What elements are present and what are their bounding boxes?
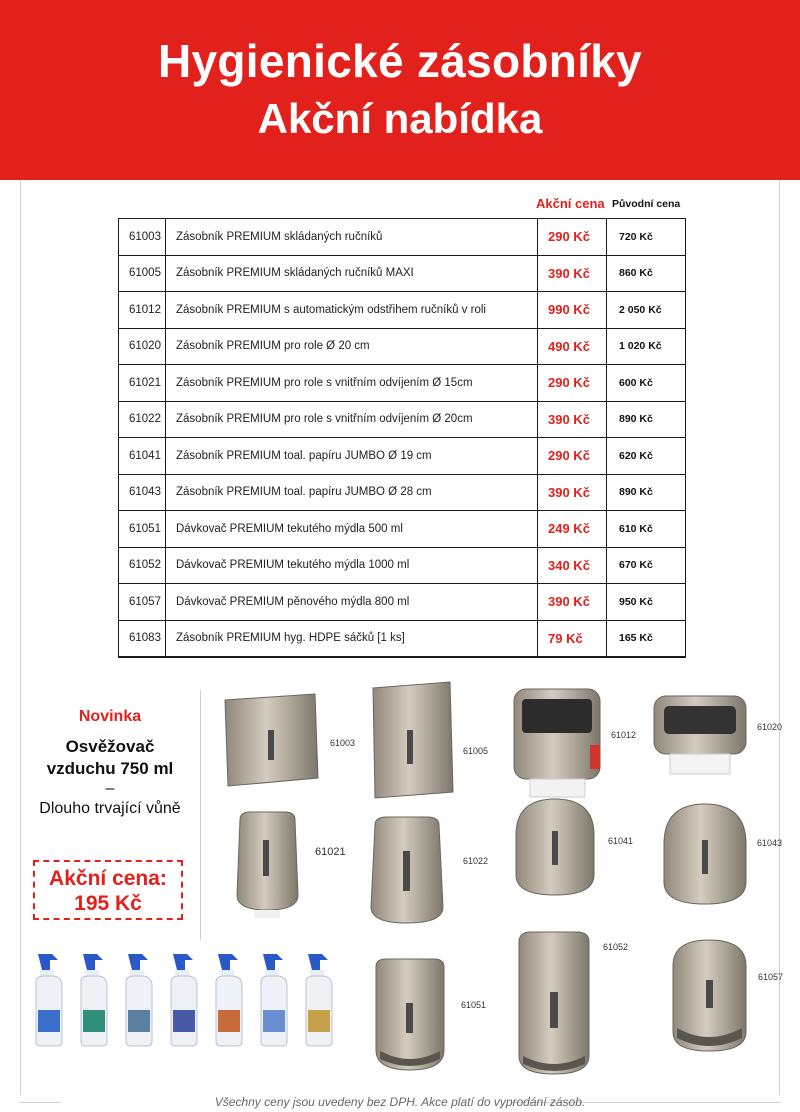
sale-price: 390 Kč <box>538 584 607 621</box>
original-price: 720 Kč <box>607 219 686 256</box>
original-price: 610 Kč <box>607 511 686 548</box>
price-table <box>118 218 686 658</box>
product-label: 61005 <box>463 746 489 756</box>
product-code: 61043 <box>119 474 166 511</box>
bottle-image <box>30 952 72 1047</box>
table-row <box>119 584 686 621</box>
dispenser-image-61051 <box>370 955 450 1075</box>
novinka-label: Novinka <box>78 708 142 725</box>
original-price: 950 Kč <box>607 584 686 621</box>
table-row <box>119 401 686 438</box>
original-price: 860 Kč <box>607 255 686 292</box>
product-name: Zásobník PREMIUM hyg. HDPE sáčků [1 ks] <box>166 620 538 657</box>
product-gallery <box>205 680 795 1100</box>
product-code: 61057 <box>119 584 166 621</box>
product-name: Dávkovač PREMIUM pěnového mýdla 800 ml <box>166 584 538 621</box>
sale-price: 490 Kč <box>538 328 607 365</box>
promo-price-value: 195 Kč <box>74 892 142 915</box>
product-code: 61041 <box>119 438 166 475</box>
sale-price: 390 Kč <box>538 255 607 292</box>
original-price: 890 Kč <box>607 474 686 511</box>
product-name: Zásobník PREMIUM skládaných ručníků <box>166 219 538 256</box>
promo-product-name: Osvěžovač vzduchu 750 ml <box>46 737 174 778</box>
product-label: 61043 <box>757 838 783 848</box>
product-label: 61041 <box>608 836 634 846</box>
frame-line-left <box>20 180 21 1095</box>
bottle-image <box>165 952 207 1047</box>
dispenser-image-61022 <box>365 815 450 930</box>
table-row <box>119 474 686 511</box>
table-row <box>119 620 686 657</box>
product-name: Dávkovač PREMIUM tekutého mýdla 1000 ml <box>166 547 538 584</box>
original-price: 670 Kč <box>607 547 686 584</box>
product-label: 61021 <box>315 846 346 858</box>
product-name: Zásobník PREMIUM pro role Ø 20 cm <box>166 328 538 365</box>
frame-line-products <box>200 690 201 940</box>
dispenser-image-61041 <box>508 795 603 900</box>
table-row <box>119 365 686 402</box>
original-price: 620 Kč <box>607 438 686 475</box>
promo-price-label: Akční cena: <box>49 867 167 890</box>
sale-price: 249 Kč <box>538 511 607 548</box>
original-price: 2 050 Kč <box>607 292 686 329</box>
product-name: Zásobník PREMIUM s automatickým odstřihem ručníků v roli <box>166 292 538 329</box>
product-name: Zásobník PREMIUM pro role s vnitřním odvíjením Ø 15cm <box>166 365 538 402</box>
product-label: 61057 <box>758 972 784 982</box>
sale-price: 290 Kč <box>538 438 607 475</box>
table-row <box>119 255 686 292</box>
table-row <box>119 219 686 256</box>
promo-dash: – <box>105 780 115 797</box>
product-label: 61012 <box>611 730 637 740</box>
sale-price: 290 Kč <box>538 219 607 256</box>
product-code: 61003 <box>119 219 166 256</box>
original-price: 600 Kč <box>607 365 686 402</box>
page-title: Hygienické zásobníky <box>157 35 643 87</box>
product-label: 61052 <box>603 942 629 952</box>
product-code: 61022 <box>119 401 166 438</box>
product-label: 61022 <box>463 856 489 866</box>
original-price: 890 Kč <box>607 401 686 438</box>
sale-price: 340 Kč <box>538 547 607 584</box>
promo-description: Dlouho trvající vůně <box>39 800 181 817</box>
table-row <box>119 328 686 365</box>
dispenser-image-61021 <box>230 810 305 920</box>
sale-price: 990 Kč <box>538 292 607 329</box>
product-name: Zásobník PREMIUM skládaných ručníků MAXI <box>166 255 538 292</box>
product-code: 61051 <box>119 511 166 548</box>
promo-price-box <box>33 860 183 920</box>
product-label: 61020 <box>757 722 783 732</box>
product-name: Zásobník PREMIUM pro role s vnitřním odvíjením Ø 20cm <box>166 401 538 438</box>
product-code: 61005 <box>119 255 166 292</box>
sale-price: 290 Kč <box>538 365 607 402</box>
product-name: Dávkovač PREMIUM tekutého mýdla 500 ml <box>166 511 538 548</box>
table-row <box>119 547 686 584</box>
table-row <box>119 511 686 548</box>
product-label: 61051 <box>461 1000 487 1010</box>
table-row <box>119 292 686 329</box>
page-subtitle: Akční nabídka <box>257 95 543 142</box>
dispenser-image-61003 <box>220 690 325 790</box>
dispenser-image-61057 <box>667 936 752 1056</box>
sale-price: 390 Kč <box>538 474 607 511</box>
dispenser-image-61020 <box>650 692 750 777</box>
product-name: Zásobník PREMIUM toal. papíru JUMBO Ø 28 cm <box>166 474 538 511</box>
bottle-image <box>75 952 117 1047</box>
product-code: 61012 <box>119 292 166 329</box>
footer-note: Všechny ceny jsou uvedeny bez DPH. Akce platí do vyprodání zásob. <box>214 1095 586 1109</box>
sale-price: 390 Kč <box>538 401 607 438</box>
dispenser-image-61005 <box>365 680 460 800</box>
dispenser-image-61012 <box>510 685 605 800</box>
header-banner <box>0 0 800 180</box>
original-price: 165 Kč <box>607 620 686 657</box>
column-header-akcni-cena: Akční cena <box>536 196 605 211</box>
product-code: 61020 <box>119 328 166 365</box>
product-code: 61021 <box>119 365 166 402</box>
product-name: Zásobník PREMIUM toal. papíru JUMBO Ø 19 cm <box>166 438 538 475</box>
promo-block <box>30 708 190 820</box>
original-price: 1 020 Kč <box>607 328 686 365</box>
dispenser-image-61043 <box>658 800 753 910</box>
column-header-puvodni-cena: Původní cena <box>612 198 681 210</box>
bottle-image <box>120 952 162 1047</box>
table-row <box>119 438 686 475</box>
dispenser-image-61052 <box>513 928 595 1078</box>
product-code: 61052 <box>119 547 166 584</box>
product-code: 61083 <box>119 620 166 657</box>
sale-price: 79 Kč <box>538 620 607 657</box>
product-label: 61003 <box>330 738 356 748</box>
